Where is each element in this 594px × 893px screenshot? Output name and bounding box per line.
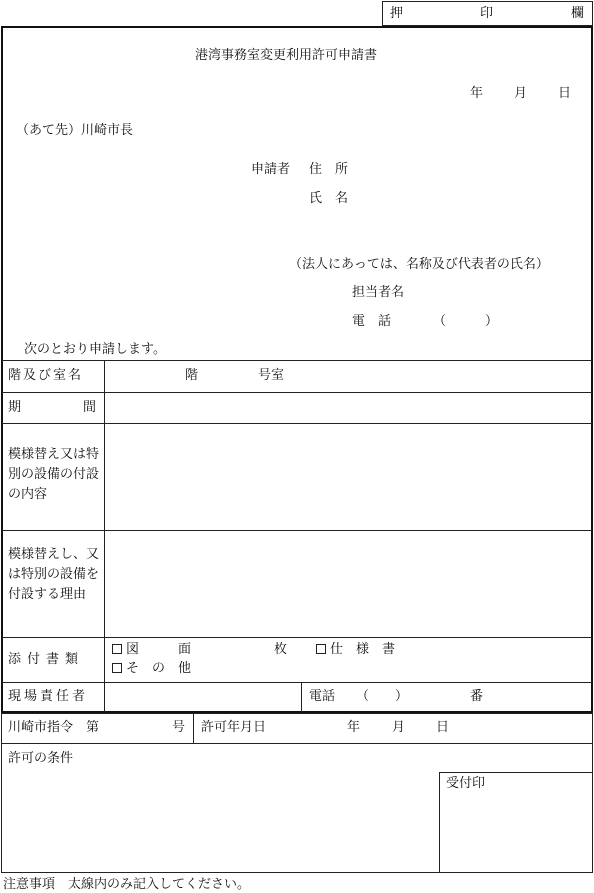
site-manager-label: 現場責任者	[8, 689, 89, 704]
row-line-5	[2, 637, 592, 638]
stamp-label-c: 欄	[571, 6, 585, 21]
form-title: 港湾事務室変更利用許可申請書	[195, 48, 378, 63]
spec-label: 仕 様 書	[330, 642, 396, 657]
checkbox-icon	[112, 644, 122, 654]
directive-label: 川崎市指令 第	[8, 720, 100, 735]
office-row-line	[1, 743, 593, 744]
site-phone-number: 番	[470, 689, 484, 704]
other-label: そ の 他	[126, 661, 192, 676]
site-phone-label: 電話	[309, 689, 336, 704]
site-phone-divider	[301, 682, 302, 712]
reason-label: 模様替えし、又は特別の設備を付設する理由	[8, 547, 100, 602]
permit-date-label: 許可年月日	[201, 720, 267, 735]
intro-text: 次のとおり申請します。	[24, 342, 166, 357]
applicant-label: 申請者	[251, 162, 291, 177]
date-year[interactable]: 年	[470, 86, 484, 101]
stamp-label-a: 押	[390, 6, 404, 21]
floor-room-label: 階及び室名	[8, 368, 84, 383]
content-label: 模様替え又は特別の設備の付設の内容	[8, 447, 100, 502]
directive-number-suffix: 号	[172, 720, 186, 735]
permit-day: 日	[436, 720, 450, 735]
floor-field[interactable]: 階	[185, 368, 199, 383]
drawing-label: 図 面	[126, 642, 192, 657]
corporation-note: （法人にあっては、名称及び代表者の氏名）	[289, 257, 549, 272]
reason-field[interactable]	[106, 531, 591, 636]
stamp-label-b: 印	[480, 6, 494, 21]
spec-checkbox[interactable]	[316, 642, 395, 658]
office-divider	[193, 713, 194, 743]
site-manager-field[interactable]	[106, 684, 300, 711]
date-month[interactable]: 月	[514, 86, 528, 101]
period-field[interactable]	[106, 393, 591, 422]
name-field[interactable]: 氏 名	[309, 191, 349, 206]
row-line-6	[2, 682, 592, 683]
checkbox-icon	[112, 663, 122, 673]
address-field[interactable]: 住 所	[309, 162, 349, 177]
footer-note: 注意事項 太線内のみ記入してください。	[3, 877, 251, 892]
phone-parens[interactable]: （ ）	[433, 314, 499, 329]
date-day[interactable]: 日	[558, 86, 572, 101]
addressee: （あて先）川崎市長	[16, 123, 134, 138]
permit-year: 年	[347, 720, 361, 735]
other-checkbox[interactable]	[112, 661, 191, 677]
period-label-b: 間	[83, 400, 97, 415]
permit-month: 月	[392, 720, 406, 735]
receipt-stamp-label: 受付印	[446, 776, 486, 791]
checkbox-icon	[316, 644, 326, 654]
site-phone-parens[interactable]: （ ）	[356, 689, 409, 704]
room-field[interactable]: 号室	[258, 368, 285, 383]
content-field[interactable]	[106, 424, 591, 529]
phone-field[interactable]: 電 話	[352, 314, 392, 329]
attachments-label: 添付書類	[8, 652, 85, 667]
sheets-label: 枚	[274, 642, 288, 657]
contact-person-field[interactable]: 担当者名	[352, 285, 405, 300]
period-label-a: 期	[8, 400, 22, 415]
conditions-label: 許可の条件	[8, 751, 74, 766]
row-line-1	[2, 360, 592, 361]
label-column-line	[104, 360, 105, 712]
drawing-checkbox[interactable]	[112, 642, 191, 658]
